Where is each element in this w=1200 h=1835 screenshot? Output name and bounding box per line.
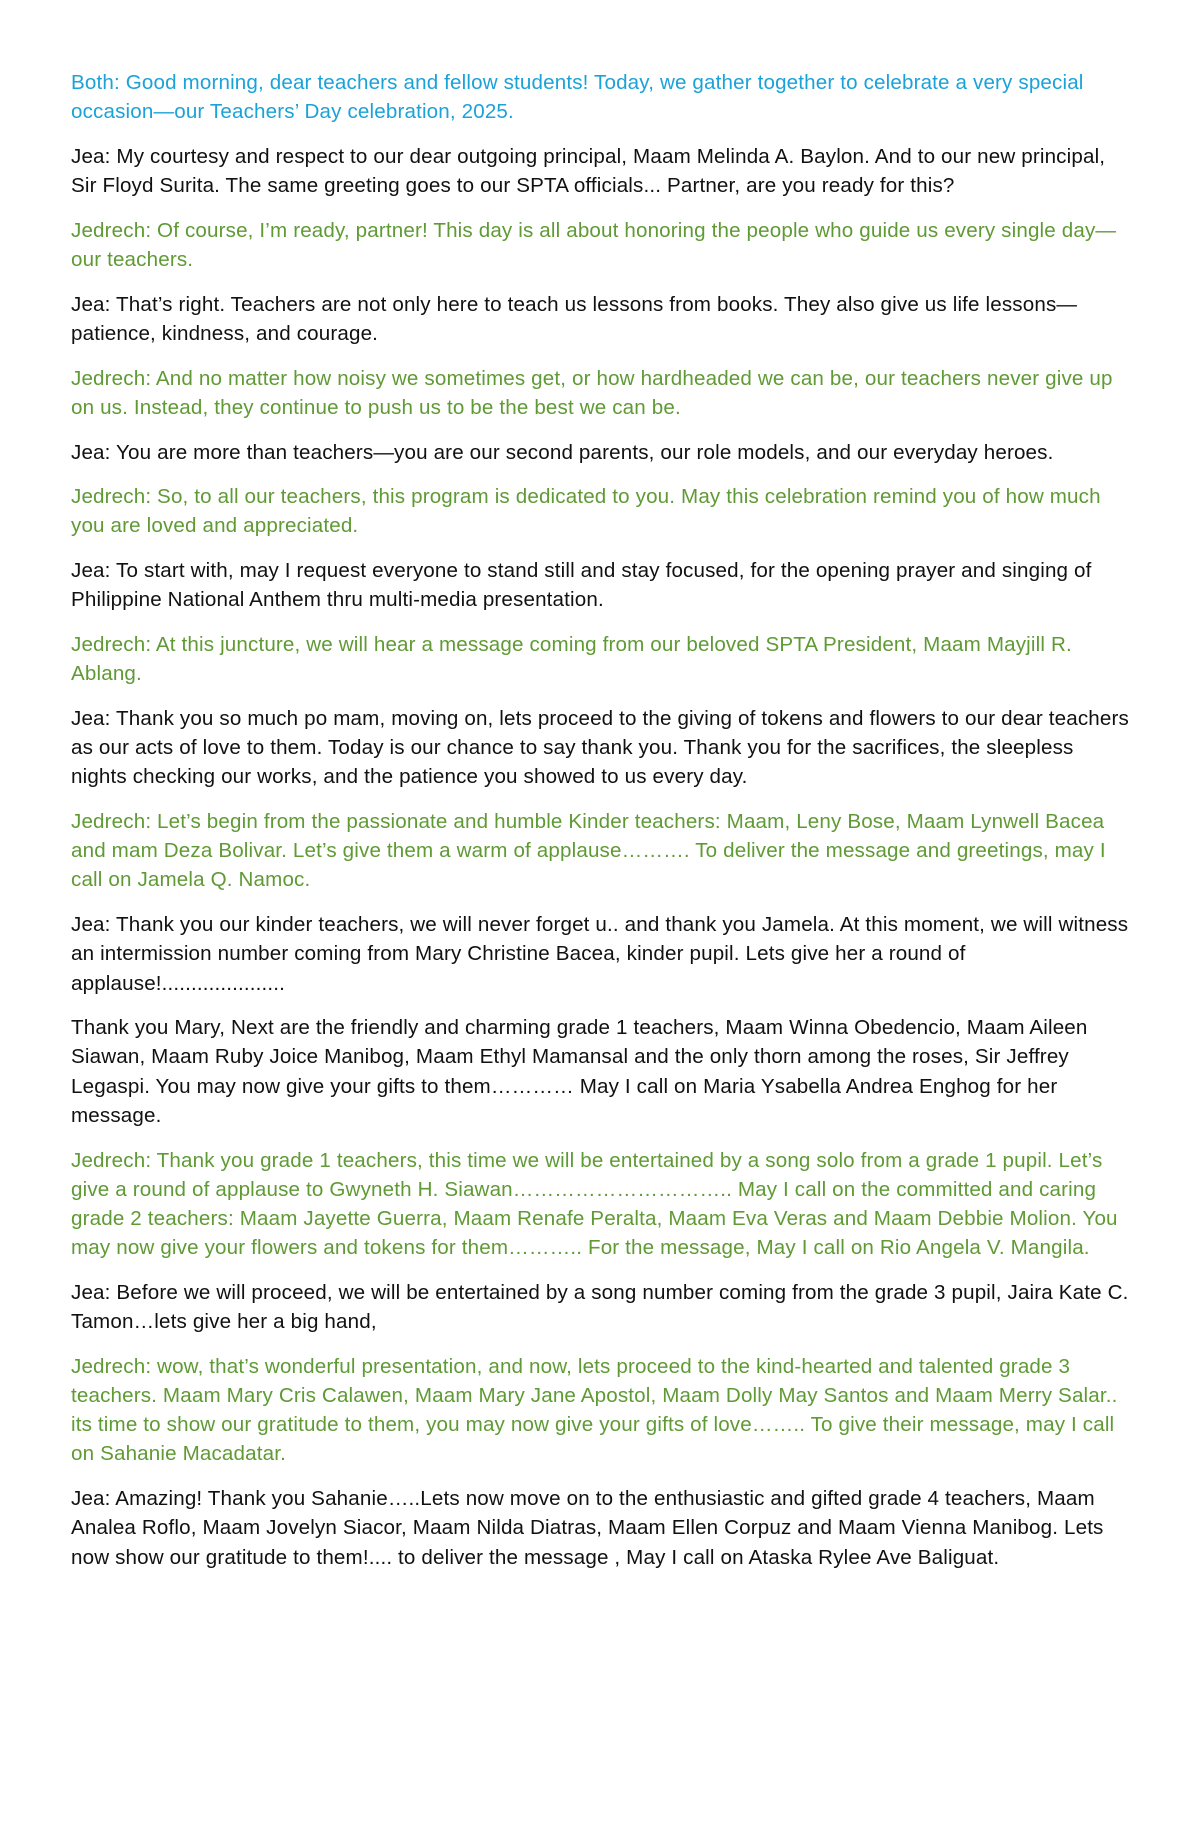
jedrech-dedication-line: Jedrech: So, to all our teachers, this program is dedicated to you. May this celebration remind you of how much you are loved and appreciated. [71, 485, 1101, 538]
jea-second-parents-line: Jea: You are more than teachers—you are our second parents, our role models, and our everyday heroes. [71, 440, 1054, 464]
jea-tokens-line: Jea: Thank you so much po mam, moving on, lets proceed to the giving of tokens and flowers to our dear teachers as our acts of love to them. Today is our chance to say thank you. Thank you for the sacrifices, the sleepless nights checking our works, and the patience you showed to us every day. [71, 706, 1129, 789]
jea-grade4-teachers-line: Jea: Amazing! Thank you Sahanie…..Lets now move on to the enthusiastic and gifted grade 4 teachers, Maam Analea Roflo, Maam Jovelyn Siacor, Maam Nilda Diatras, Maam Ellen Corpuz and Maam Vienna Manibog. Lets now show our gratitude to them!.... to deliver the message , May I call on Ataska Rylee Ave Baliguat. [71, 1487, 1104, 1569]
jedrech-kinder-teachers-line: Jedrech: Let’s begin from the passionate and humble Kinder teachers: Maam, Leny Bose, Maam Lynwell Bacea and mam Deza Bolivar. Let’s give them a warm of applause………. To deliver the message and greetings, may I call on Jamela Q. Namoc. [71, 810, 1106, 892]
jea-life-lessons-line: Jea: That’s right. Teachers are not only here to teach us lessons from books. They also give us life lessons—patience, kindness, and courage. [71, 292, 1078, 345]
jedrech-grade2-teachers-line: Jedrech: Thank you grade 1 teachers, this time we will be entertained by a song solo from a grade 1 pupil. Let’s give a round of applause to Gwyneth H. Siawan………………………….. May I call on the committed and caring grade 2 teachers: Maam Jayette Guerra, Maam Renafe Peralta, Maam Eva Veras and Maam Debbie Molion. You may now give your flowers and tokens for them……….. For the message, May I call on Rio Angela V. Mangila. [71, 1148, 1118, 1260]
jedrech-ready-line: Jedrech: Of course, I’m ready, partner! This day is all about honoring the people who guide us every single day—our teachers. [71, 218, 1117, 272]
jedrech-grade3-teachers-line: Jedrech: wow, that’s wonderful presentation, and now, lets proceed to the kind-hearted and talented grade 3 teachers. Maam Mary Cris Calawen, Maam Mary Jane Apostol, Maam Dolly May Santos and Maam Merry Salar.. its time to show our gratitude to them, you may now give your gifts of love…….. To give their message, may I call on Sahanie Macadatar. [71, 1354, 1118, 1466]
grade1-teachers-line: Thank you Mary, Next are the friendly and charming grade 1 teachers, Maam Winna Obedencio, Maam Aileen Siawan, Maam Ruby Joice Manibog, Maam Ethyl Mamansal and the only thorn among the roses, Sir Jeffrey Legaspi. You may now give your gifts to them………… May I call on Maria Ysabella Andrea Enghog for her message. [71, 1016, 1088, 1127]
jedrech-never-give-up-line: Jedrech: And no matter how noisy we sometimes get, or how hardheaded we can be, our teachers never give up on us. Instead, they continue to push us to be the best we can be. [71, 366, 1113, 419]
jea-courtesy-line: Jea: My courtesy and respect to our dear outgoing principal, Maam Melinda A. Baylon. And to our new principal, Sir Floyd Surita. The same greeting goes to our SPTA officials... Partner, are you ready for this? [71, 144, 1106, 198]
jea-kinder-intermission-line: Jea: Thank you our kinder teachers, we will never forget u.. and thank you Jamela. At this moment, we will witness an intermission number coming from Mary Christine Bacea, kinder pupil. Lets give her a round of applause!..................... [71, 913, 1129, 995]
program-script-document [71, 68, 1131, 1587]
jea-grade3-song-line: Jea: Before we will proceed, we will be entertained by a song number coming from the grade 3 pupil, Jaira Kate C. Tamon…lets give her a big hand, [71, 1280, 1129, 1334]
jedrech-spta-message-line: Jedrech: At this juncture, we will hear a message coming from our beloved SPTA President, Maam Mayjill R. Ablang. [71, 633, 1072, 686]
jea-opening-prayer-line: Jea: To start with, may I request everyone to stand still and stay focused, for the opening prayer and singing of Philippine National Anthem thru multi-media presentation. [71, 559, 1092, 612]
greeting-both: Both: Good morning, dear teachers and fellow students! Today, we gather together to celebrate a very special occasion—our Teachers’ Day celebration, 2025. [71, 71, 1084, 124]
